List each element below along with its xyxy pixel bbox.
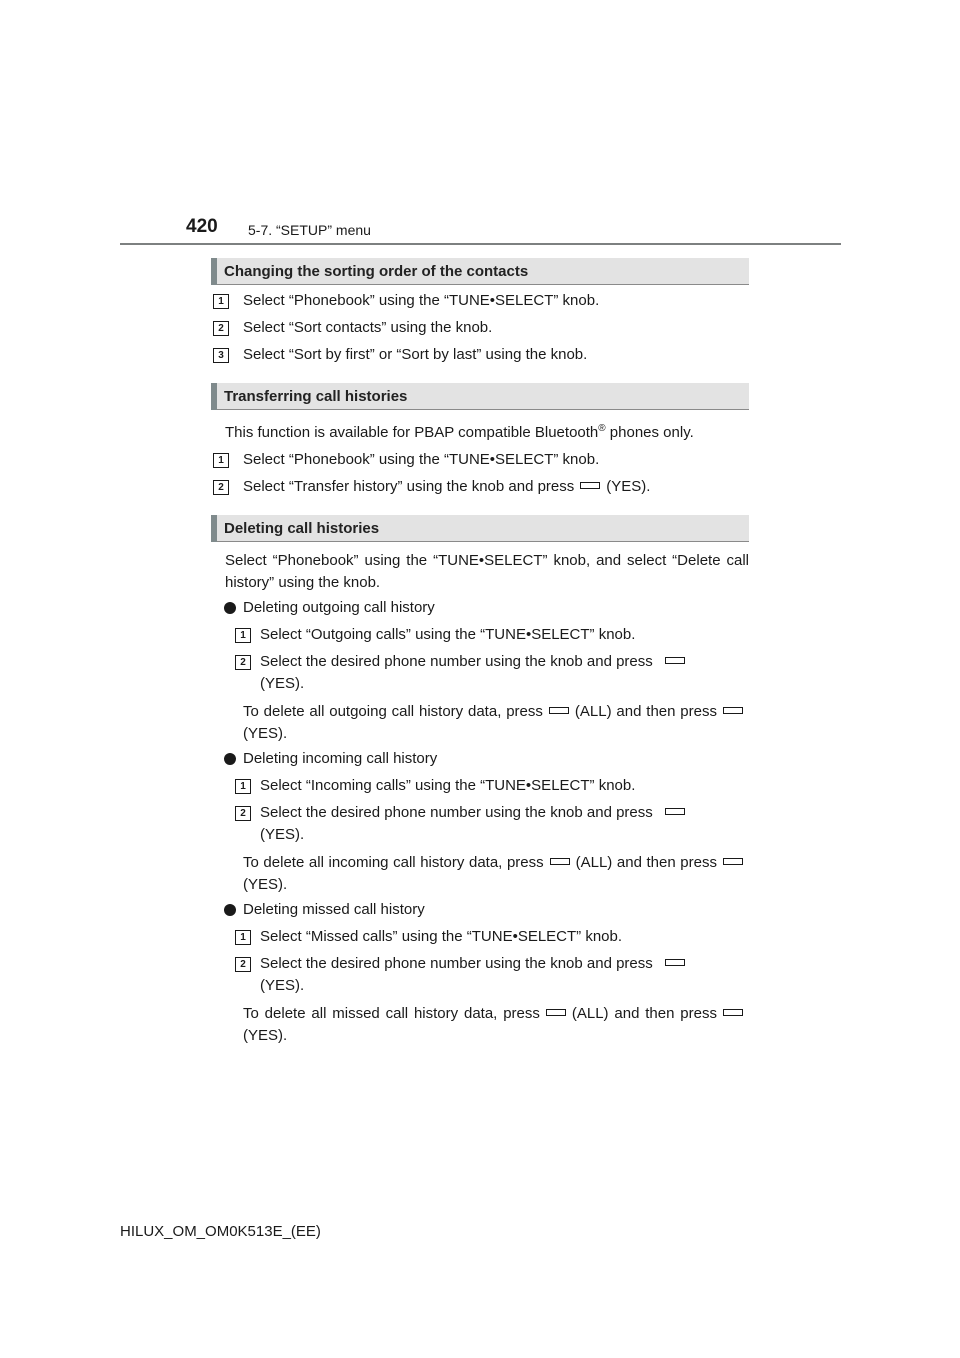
bullet-text: Deleting outgoing call history	[243, 599, 435, 616]
page-number: 420	[186, 216, 218, 237]
step-text-end: (YES).	[260, 826, 305, 843]
note-text: (ALL) and then press	[574, 703, 717, 720]
intro-paragraph	[211, 418, 749, 444]
button-icon	[546, 1009, 566, 1016]
note-paragraph	[211, 852, 749, 896]
section-title: Deleting call histories	[224, 520, 380, 537]
bullet-dot-icon	[224, 753, 236, 765]
note-text: (YES).	[243, 1027, 288, 1044]
step-text: Select the desired phone number using the knob and press	[260, 653, 653, 670]
page-content	[211, 258, 749, 1047]
button-icon	[550, 858, 570, 865]
step-text-end: (YES).	[260, 977, 305, 994]
bullet-dot-icon	[224, 904, 236, 916]
step-item	[211, 953, 749, 997]
step-item	[211, 476, 749, 498]
step-text: Select “Phonebook” using the “TUNE•SELECT” knob.	[243, 292, 600, 309]
step-item	[211, 624, 749, 646]
step-text-end: (YES).	[260, 675, 305, 692]
note-text: (YES).	[243, 876, 288, 893]
bullet-text: Deleting missed call history	[243, 901, 425, 918]
button-icon	[723, 858, 743, 865]
step-text: Select “Sort by first” or “Sort by last” using the knob.	[243, 346, 588, 363]
step-text: Select “Missed calls” using the “TUNE•SELECT” knob.	[260, 928, 623, 945]
step-item	[211, 344, 749, 366]
step-text: Select “Sort contacts” using the knob.	[243, 319, 493, 336]
page-header	[0, 0, 960, 250]
button-icon	[723, 1009, 743, 1016]
button-icon	[665, 808, 685, 815]
step-number: 1	[235, 628, 251, 643]
step-text-end: (YES).	[606, 478, 651, 495]
step-number: 1	[235, 930, 251, 945]
bullet-text: Deleting incoming call history	[243, 750, 438, 767]
registered-mark: ®	[598, 423, 606, 434]
step-item	[211, 775, 749, 797]
step-item	[211, 317, 749, 339]
step-text: Select “Phonebook” using the “TUNE•SELECT” knob.	[243, 451, 600, 468]
bullet-item-outgoing	[211, 597, 749, 619]
step-text: Select the desired phone number using the knob and press	[260, 955, 653, 972]
step-number: 2	[213, 480, 229, 495]
step-number: 1	[213, 453, 229, 468]
note-text: To delete all incoming call history data, press	[243, 854, 544, 871]
button-icon	[665, 657, 685, 664]
intro-text-end: phones only.	[605, 424, 694, 441]
step-text: Select “Incoming calls” using the “TUNE•SELECT” knob.	[260, 777, 636, 794]
step-number: 2	[235, 806, 251, 821]
header-divider	[120, 243, 841, 245]
bullet-item-missed	[211, 899, 749, 921]
document-code: HILUX_OM_OM0K513E_(EE)	[120, 1223, 321, 1240]
step-number: 2	[235, 655, 251, 670]
step-text: Select “Outgoing calls” using the “TUNE•SELECT” knob.	[260, 626, 636, 643]
step-item	[211, 802, 749, 846]
section-title: Changing the sorting order of the contacts	[224, 263, 529, 280]
section-heading-transfer	[211, 383, 749, 410]
note-text: (ALL) and then press	[575, 854, 717, 871]
intro-text: This function is available for PBAP compatible Bluetooth	[225, 424, 599, 441]
step-number: 2	[213, 321, 229, 336]
section-title: Transferring call histories	[224, 388, 408, 405]
chapter-title: 5-7. “SETUP” menu	[248, 222, 371, 238]
step-number: 1	[235, 779, 251, 794]
step-number: 2	[235, 957, 251, 972]
note-paragraph	[211, 1003, 749, 1047]
step-item	[211, 651, 749, 695]
step-number: 3	[213, 348, 229, 363]
step-text: Select “Transfer history” using the knob and press	[243, 478, 575, 495]
section-heading-deleting	[211, 515, 749, 542]
button-icon	[665, 959, 685, 966]
step-item	[211, 449, 749, 471]
note-paragraph	[211, 701, 749, 745]
button-icon	[580, 482, 600, 489]
bullet-dot-icon	[224, 602, 236, 614]
step-number: 1	[213, 294, 229, 309]
bullet-item-incoming	[211, 748, 749, 770]
button-icon	[549, 707, 569, 714]
button-icon	[723, 707, 743, 714]
step-item	[211, 926, 749, 948]
step-item	[211, 290, 749, 312]
intro-paragraph: Select “Phonebook” using the “TUNE•SELECT” knob, and select “Delete call history” using the knob.	[225, 552, 749, 591]
note-text: (YES).	[243, 725, 288, 742]
section-heading-sorting	[211, 258, 749, 285]
note-text: To delete all missed call history data, press	[243, 1005, 540, 1022]
note-text: To delete all outgoing call history data, press	[243, 703, 543, 720]
note-text: (ALL) and then press	[571, 1005, 717, 1022]
step-text: Select the desired phone number using the knob and press	[260, 804, 653, 821]
